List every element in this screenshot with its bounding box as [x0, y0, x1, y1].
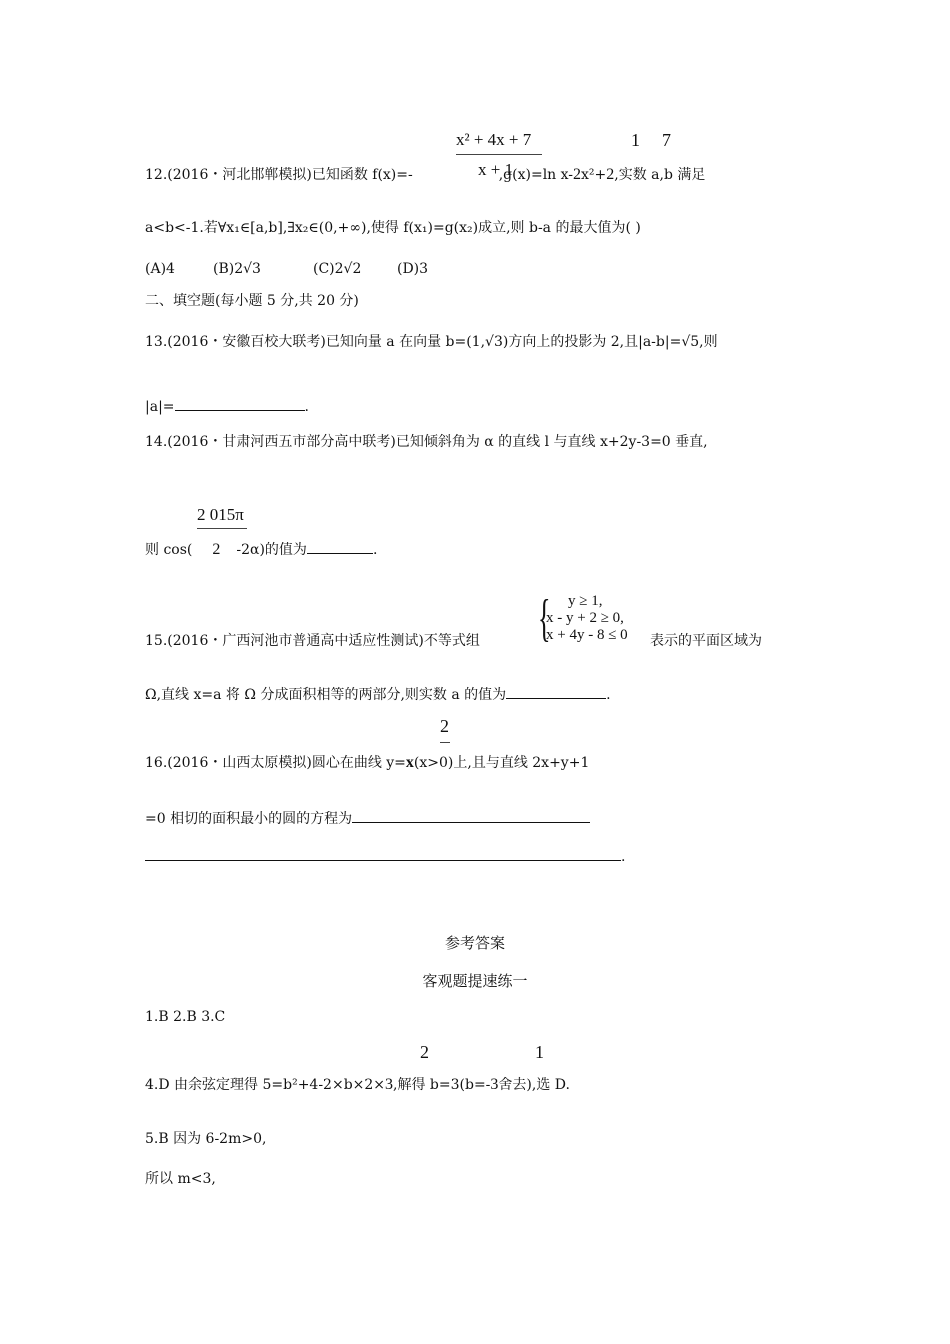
q16-answer-blank-1 — [352, 808, 590, 823]
q16-line-3-suffix: . — [621, 849, 626, 865]
q13-answer-suffix: . — [304, 399, 309, 415]
q14-fraction-denominator: 2 — [212, 541, 221, 558]
q14-fraction-bar — [197, 528, 247, 529]
option-d: (D)3 — [397, 261, 429, 277]
a4-fraction-1-denominator: 3 — [385, 1076, 394, 1093]
option-a: (A)4 — [145, 261, 175, 277]
question-13-line-2 — [145, 396, 309, 416]
question-14-line-1: 14.(2016・甘肃河西五市部分高中联考)已知倾斜角为 α 的直线 l 与直线 x+2y-3=0 垂直, — [145, 434, 708, 450]
a4-mid: ,解得 b=3(b=- — [393, 1077, 491, 1093]
a4-prefix: 4.D 由余弦定理得 5=b²+4-2×b×2× — [145, 1077, 386, 1093]
q14-answer-blank — [307, 539, 373, 554]
q16-fraction-numerator: 2 — [440, 716, 449, 736]
q12-mid: ,g(x)=ln x- — [498, 167, 574, 183]
q14-cos-prefix: 则 cos( — [145, 542, 193, 558]
g-half-denominator: 2 — [573, 166, 582, 183]
f-denominator: x + 1 — [478, 160, 514, 179]
question-15-line-1-suffix: 表示的平面区域为 — [650, 633, 762, 649]
inequality-system — [546, 593, 628, 644]
g-const-numerator: 7 — [662, 130, 671, 150]
q13-answer-prefix: |a|= — [145, 399, 175, 415]
question-12-options — [145, 260, 428, 278]
f-numerator: x² + 4x + 7 — [456, 130, 532, 149]
q14-fraction-numerator: 2 015π — [197, 505, 244, 524]
q16-fraction-denominator: x — [405, 754, 414, 771]
answers-subtitle: 客观题提速练一 — [422, 972, 528, 990]
q14-cos-mid: -2α)的值为 — [236, 542, 307, 558]
question-16-line-3 — [145, 846, 625, 866]
system-brace: { — [538, 590, 551, 647]
answer-5-continued: 所以 m<3, — [145, 1171, 216, 1187]
a4-fraction-2-denominator: 3 — [490, 1076, 499, 1093]
a4-fraction-2-numerator: 1 — [535, 1042, 544, 1062]
a4-suffix: 舍去),选 D. — [498, 1077, 570, 1093]
q15-answer-blank — [506, 684, 606, 699]
answer-1-3: 1.B 2.B 3.C — [145, 1009, 226, 1025]
question-12-line-1 — [145, 166, 705, 184]
question-16-line-2 — [145, 808, 590, 828]
g-half-numerator: 1 — [631, 130, 640, 150]
answers-title: 参考答案 — [444, 934, 505, 952]
question-12-line-2: a<b<-1.若∀x₁∈[a,b],∃x₂∈(0,+∞),使得 f(x₁)=g(x₂)成立,则 b-a 的最大值为( ) — [145, 220, 641, 236]
q16-prefix: 16.(2016・山西太原模拟)圆心在曲线 y= — [145, 755, 406, 771]
q12-suffix: ,实数 a,b 满足 — [614, 167, 706, 183]
option-c: (C)2√2 — [313, 261, 362, 277]
q16-answer-blank-2 — [145, 846, 621, 861]
q13-answer-blank — [175, 396, 305, 411]
q15-suffix: . — [606, 687, 611, 703]
question-13-line-1: 13.(2016・安徽百校大联考)已知向量 a 在向量 b=(1,√3)方向上的投影为 2,且|a-b|=√5,则 — [145, 334, 718, 350]
g-const-denominator: 2 — [606, 166, 615, 183]
option-b: (B)2√3 — [213, 261, 261, 277]
q14-suffix: . — [372, 542, 378, 558]
answer-5: 5.B 因为 6-2m>0, — [145, 1131, 267, 1147]
f-fraction-bar — [456, 154, 542, 155]
q12-prefix: 12.(2016・河北邯郸模拟)已知函数 f(x)=- — [145, 167, 413, 183]
inequality-2: x - y + 2 ≥ 0, — [546, 610, 624, 626]
answer-4 — [145, 1076, 570, 1094]
section-2-heading: 二、填空题(每小题 5 分,共 20 分) — [145, 293, 359, 309]
inequality-1: y ≥ 1, — [568, 593, 603, 609]
q16-suffix: (x>0)上,且与直线 2x+y+1 — [413, 755, 590, 771]
q12-x2: x²+ — [581, 167, 607, 183]
question-16-line-1 — [145, 754, 589, 772]
q16-line-2-prefix: =0 相切的面积最小的圆的方程为 — [145, 811, 353, 827]
question-15-line-2 — [145, 684, 611, 704]
a4-fraction-1-numerator: 2 — [420, 1042, 429, 1062]
question-15-line-1-prefix: 15.(2016・广西河池市普通高中适应性测试)不等式组 — [145, 633, 480, 649]
q15-line-2-prefix: Ω,直线 x=a 将 Ω 分成面积相等的两部分,则实数 a 的值为 — [145, 687, 507, 703]
q16-fraction-bar — [440, 742, 450, 743]
inequality-3: x + 4y - 8 ≤ 0 — [546, 627, 628, 643]
question-14-line-2 — [145, 539, 377, 559]
